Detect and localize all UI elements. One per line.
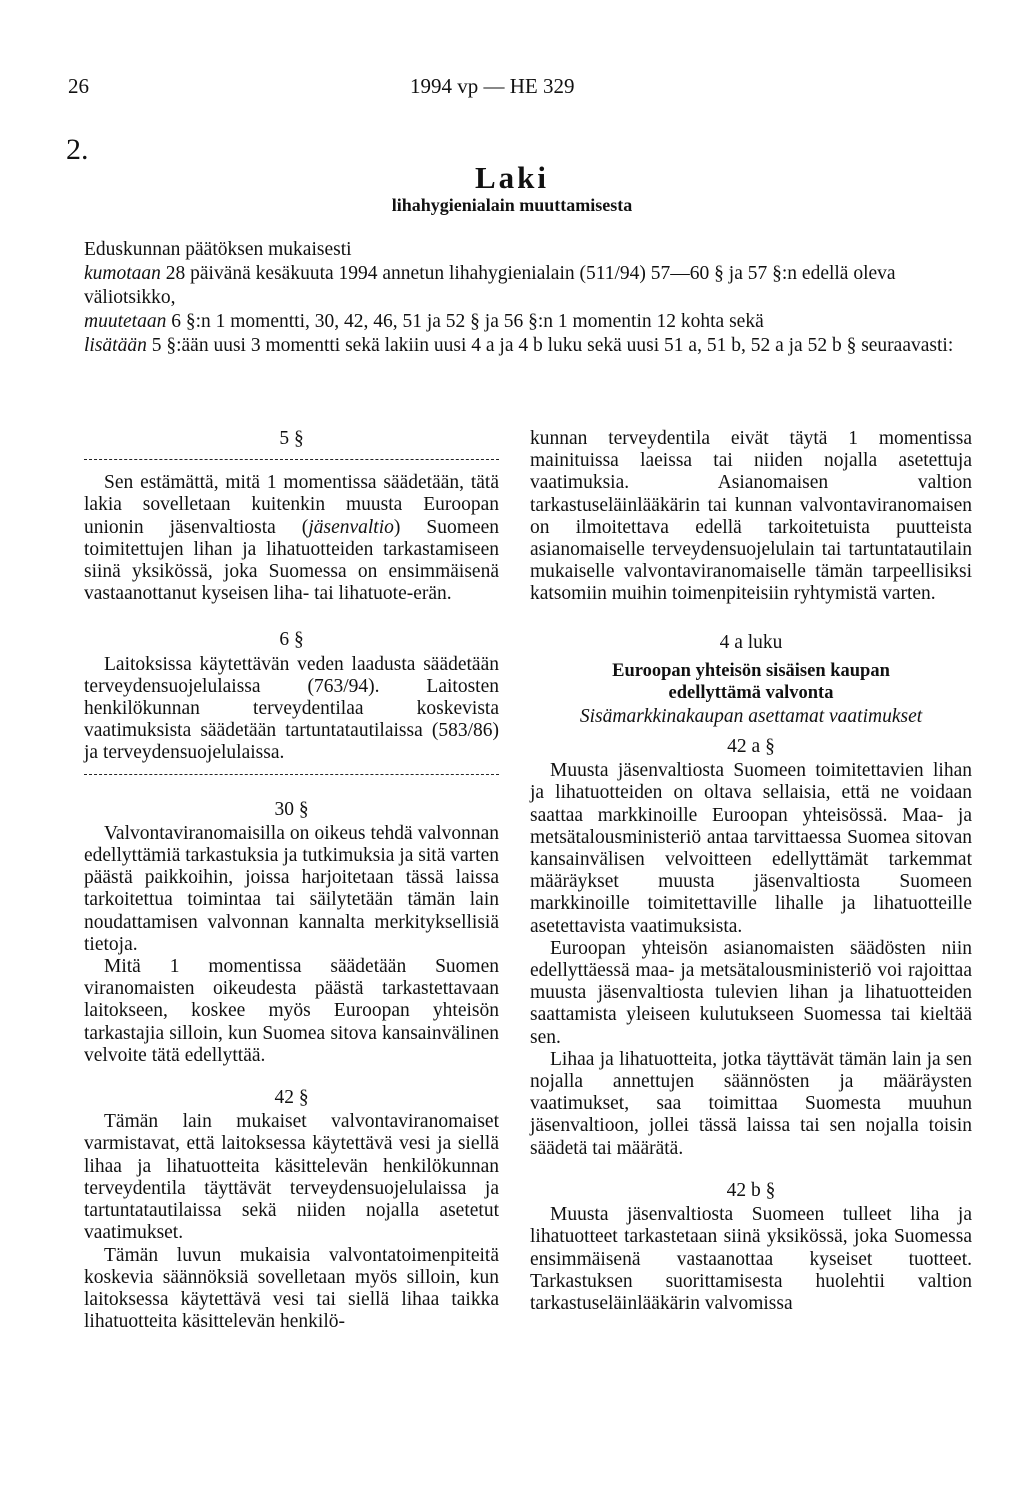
section-heading-30: 30 § [274,798,309,820]
intro-line: Eduskunnan päätöksen mukaisesti [84,239,352,260]
law-title: Laki [474,160,550,195]
document-reference: 1994 vp — HE 329 [410,74,575,98]
left-column [84,428,499,1333]
right-column [530,428,972,1315]
omission-divider [84,459,499,460]
paragraph: Lihaa ja lihatuotteita, jotka täyttävät tämän lain ja sen nojalla annettujen säännösten ja määräysten vaatimukset, saa toimittaa Suomesta muuhun jäsenvaltioon, jollei tässä laissa tai sen nojalla toisin säädetä tai määrätä. [530,1048,972,1159]
text-run: Sen estämättä, mitä 1 momentissa säädetään, tätä lakia sovelletaan kuitenkin muusta Euroopan unionin jäsenvaltiosta ( [84,472,499,538]
intro-repeal [84,262,964,310]
intro-add-text: 5 §:ään uusi 3 momentti sekä lakiin uusi 4 a ja 4 b luku sekä uusi 51 a, 51 b, 52 a ja 52 b § seuraavasti: [146,335,954,356]
section-heading-6: 6 § [279,629,304,651]
intro-repeal-text: 28 päivänä kesäkuuta 1994 annetun lihahygienialain (511/94) 57—60 § ja 57 §:n edellä oleva väliotsikko, [84,263,896,308]
keyword-muutetaan: muutetaan [84,311,167,332]
page-header [68,74,968,102]
paragraph: Muusta jäsenvaltiosta Suomeen toimitettavien lihan ja lihatuotteiden on oltava sellaisia, että ne voidaan saattaa markkinoille Euroopan yhteisössä. Maa- ja metsätalousministeriö antaa tarvittaessa Suomea sitovan kansainvälisen velvoitteen edellyttämät tarkemmat määräykset muusta jäsenvaltiosta Suomeen markkinoille toimitettaville lihalle ja lihatuotteille asetettavista vaatimuksista. [530,760,972,937]
law-subtitle: lihahygienialain muuttamisesta [391,195,633,215]
paragraph-continued: kunnan terveydentila eivät täytä 1 momentissa mainituissa laeissa tai niiden nojalla asetettuja vaatimuksia. Asianomaisen valtion tarkastuseläinlääkärin tai kunnan valvontaviranomaisen on ilmoitettava edellä tarkoitetuista puutteista asianomaiselle terveydensuojelulain tai tartuntatautilain mukaiselle valvontaviranomaiselle tämän tarpeellisiksi katsomiin muihin toimenpiteisiin ryhtymistä varten. [530,428,972,605]
keyword-lisataan: lisätään [84,335,147,356]
omission-divider [84,774,499,775]
intro-add [84,334,964,358]
paragraph: Valvontaviranomaisilla on oikeus tehdä valvonnan edellyttämiä tarkastuksia ja tutkimuksia ja sitä varten päästä paikkoihin, joissa harjoitetaan tässä laissa tarkoitettua toimintaa tai säilytetään tämän lain noudattamisen valvonnan kannalta merkityksellisiä tietoja. [84,822,499,955]
chapter-title-line: edellyttämä valvonta [668,682,834,703]
intro-amend-text: 6 §:n 1 momentti, 30, 42, 46, 51 ja 52 § ja 56 §:n 1 momentin 12 kohta sekä [166,311,764,332]
chapter-title [530,660,972,704]
paragraph: Muusta jäsenvaltiosta Suomeen tulleet liha ja lihatuotteet tarkastetaan siinä yksikössä, joka Suomessa ensimmäisenä vastaanottaa kyseiset tuotteet. Tarkastuksen suorittamisesta huolehtii valtion tarkastuseläinlääkärin valvomissa [530,1204,972,1314]
section-heading-42a: 42 a § [727,736,775,758]
paragraph: Tämän luvun mukaisia valvontatoimenpiteitä koskevia säännöksiä sovelletaan myös silloin, kun laitoksessa käytettävä vesi tai siellä lihaa taikka lihatuotteita käsittelevän henkilö- [84,1244,499,1333]
section-heading-42: 42 § [274,1087,309,1109]
section-number: 2. [66,133,89,166]
paragraph: Tämän lain mukaiset valvontaviranomaiset varmistavat, että laitoksessa käytettävä vesi ja siellä lihaa ja lihatuotteita käsittelevän henkilökunnan terveydentila täyttävät terveydensuojelulaissa ja tartuntatautilaissa sekä niiden nojalla asetetut vaatimukset. [84,1111,499,1244]
chapter-title-line: Euroopan yhteisön sisäisen kaupan [612,660,890,681]
chapter-subtitle: Sisämarkkinakaupan asettamat vaatimukset [579,705,923,727]
paragraph: Euroopan yhteisön asianomaisten säädösten niin edellyttäessä maa- ja metsätalousministeriö voi rajoittaa muusta jäsenvaltiosta tulevien lihan ja lihatuotteiden saattamista yleiseen kulutukseen Suomessa tai kieltää sen. [530,937,972,1048]
text-run: ) Suomeen toimitettujen lihan ja lihatuotteiden tarkastamiseen siinä yksikössä, joka Suomessa on ensimmäisenä vastaanottanut kyseisen liha- tai lihatuote-erän. [84,516,499,605]
paragraph: Mitä 1 momentissa säädetään Suomen viranomaisten oikeudesta päästä tarkastettavaan laitokseen, koskee myös Euroopan yhteisön tarkastajia silloin, kun Suomea sitova kansainvälinen velvoite tätä edellyttää. [84,956,499,1066]
intro-amend [84,310,964,334]
chapter-number: 4 a luku [719,631,783,653]
paragraph [84,472,499,605]
keyword-kumotaan: kumotaan [84,263,161,284]
defined-term: jäsenvaltio [308,516,394,538]
page-number: 26 [68,74,89,98]
paragraph: Laitoksissa käytettävän veden laadusta säädetään terveydensuojelulaissa (763/94). Laitosten henkilökunnan terveydentilaa koskevista vaatimuksista säädetään tartuntatautilaissa (583/86) ja terveydensuojelulaissa. [84,653,499,764]
section-heading-5: 5 § [279,428,304,449]
section-heading-42b: 42 b § [726,1179,776,1201]
enactment-clause [84,238,964,358]
